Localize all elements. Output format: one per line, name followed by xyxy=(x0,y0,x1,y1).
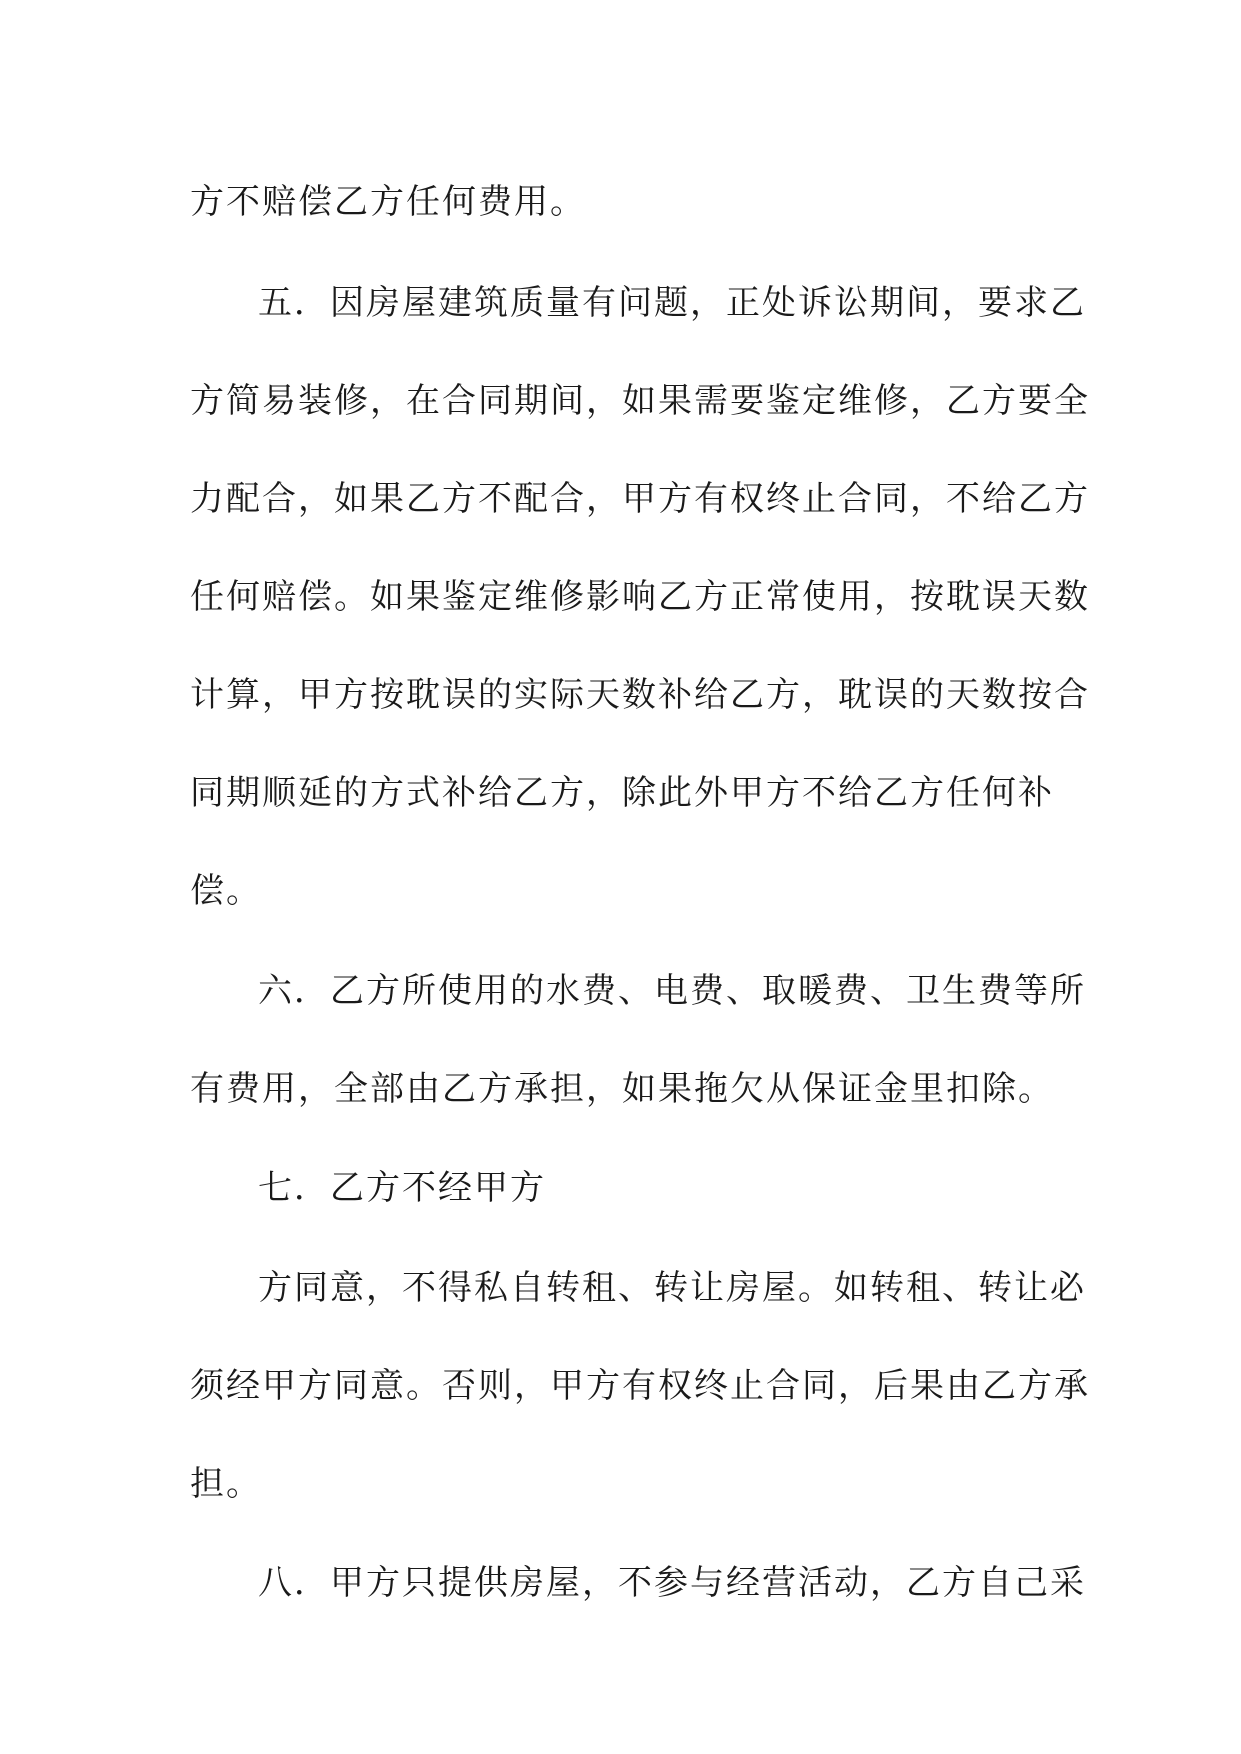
text-line: 担。 xyxy=(190,1464,262,1504)
text-line: 方简易装修，在合同期间，如果需要鉴定维修，乙方要全 xyxy=(190,381,1090,421)
text-line: 任何赔偿。如果鉴定维修影响乙方正常使用，按耽误天数 xyxy=(190,577,1090,617)
text-line: 八．甲方只提供房屋，不参与经营活动，乙方自己采 xyxy=(258,1563,1086,1603)
text-line: 须经甲方同意。否则，甲方有权终止合同，后果由乙方承 xyxy=(190,1366,1090,1406)
text-line: 方同意，不得私自转租、转让房屋。如转租、转让必 xyxy=(258,1268,1086,1308)
text-line: 偿。 xyxy=(190,871,262,911)
text-line: 计算，甲方按耽误的实际天数补给乙方，耽误的天数按合 xyxy=(190,675,1090,715)
text-line: 五．因房屋建筑质量有问题，正处诉讼期间，要求乙 xyxy=(258,283,1086,323)
text-line: 六．乙方所使用的水费、电费、取暖费、卫生费等所 xyxy=(258,971,1086,1011)
text-line: 方不赔偿乙方任何费用。 xyxy=(190,182,586,222)
text-line: 力配合，如果乙方不配合，甲方有权终止合同，不给乙方 xyxy=(190,479,1090,519)
text-line: 同期顺延的方式补给乙方，除此外甲方不给乙方任何补 xyxy=(190,773,1054,813)
text-line: 有费用，全部由乙方承担，如果拖欠从保证金里扣除。 xyxy=(190,1069,1054,1109)
text-line: 七．乙方不经甲方 xyxy=(258,1168,546,1208)
